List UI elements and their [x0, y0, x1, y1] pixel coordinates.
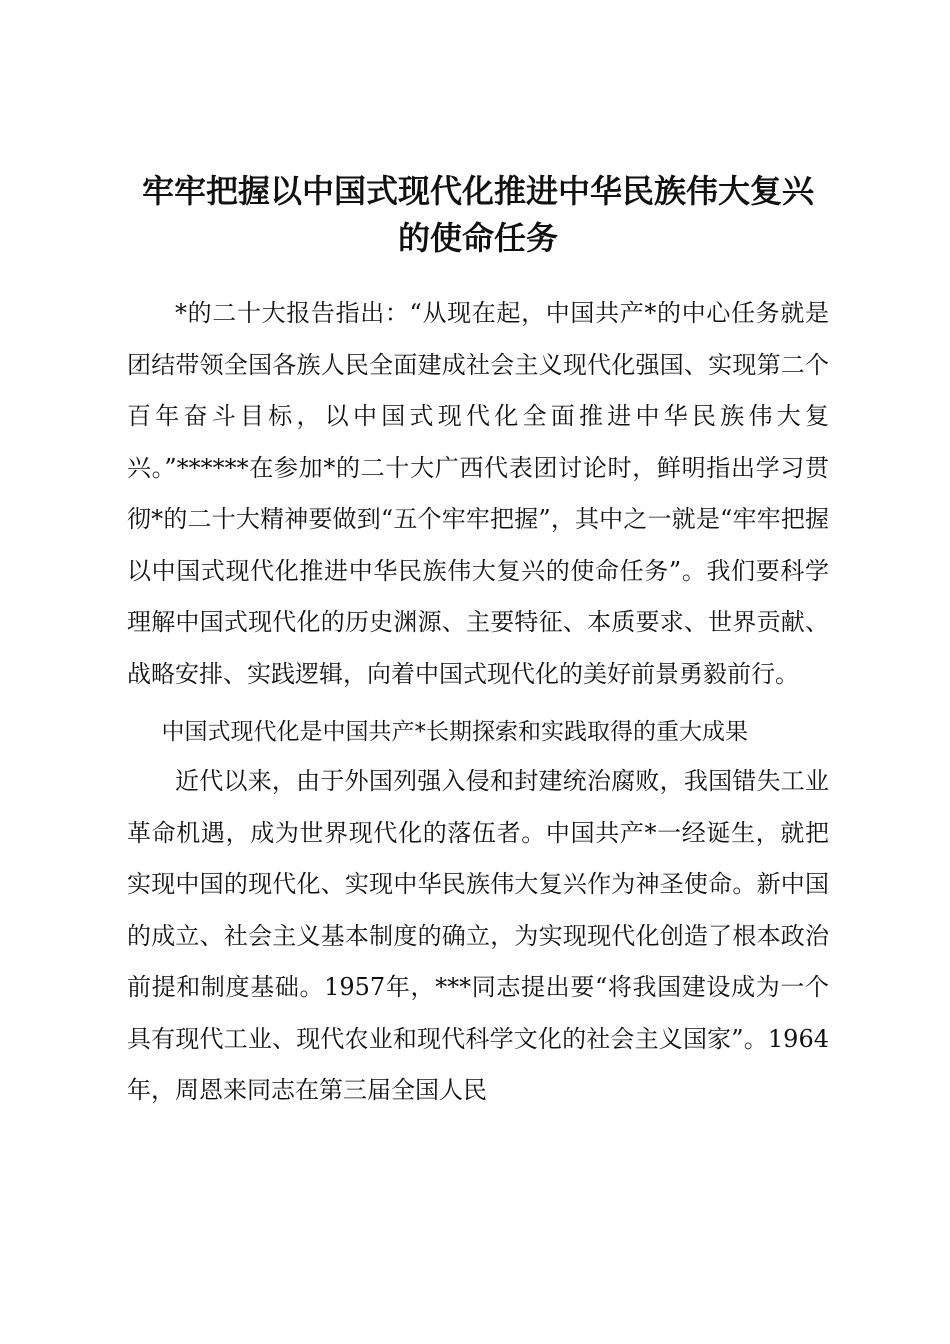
intro-paragraph: *的二十大报告指出：“从现在起，中国共产*的中心任务就是团结带领全国各族人民全面建成社会主义现代化强国、实现第二个百年奋斗目标，以中国式现代化全面推进中华民族伟大复兴。”******在参加*的二十大广西代表团讨论时，鲜明指出学习贯彻*的二十大精神要做到“五个牢牢把握”，其中之一就是“牢牢把握以中国式现代化推进中华民族伟大复兴的使命任务”。我们要科学理解中国式现代化的历史渊源、主要特征、本质要求、世界贡献、战略安排、实践逻辑，向着中国式现代化的美好前景勇毅前行。: [127, 299, 829, 688]
section-heading: 中国式现代化是中国共产*长期探索和实践取得的重大成果: [161, 719, 748, 745]
document-body: [127, 168, 829, 1117]
section-paragraph: 近代以来，由于外国列强入侵和封建统治腐败，我国错失工业革命机遇，成为世界现代化的落伍者。中国共产*一经诞生，就把实现中国的现代化、实现中华民族伟大复兴作为神圣使命。新中国的成立、社会主义基本制度的确立，为实现现代化创造了根本政治前提和制度基础。1957年，***同志提出要“将我国建设成为一个具有现代工业、现代农业和现代科学文化的社会主义国家”。1964年，周恩来同志在第三届全国人民: [127, 767, 829, 1104]
document-title: 牢牢把握以中国式现代化推进中华民族伟大复兴的使命任务: [141, 172, 814, 257]
